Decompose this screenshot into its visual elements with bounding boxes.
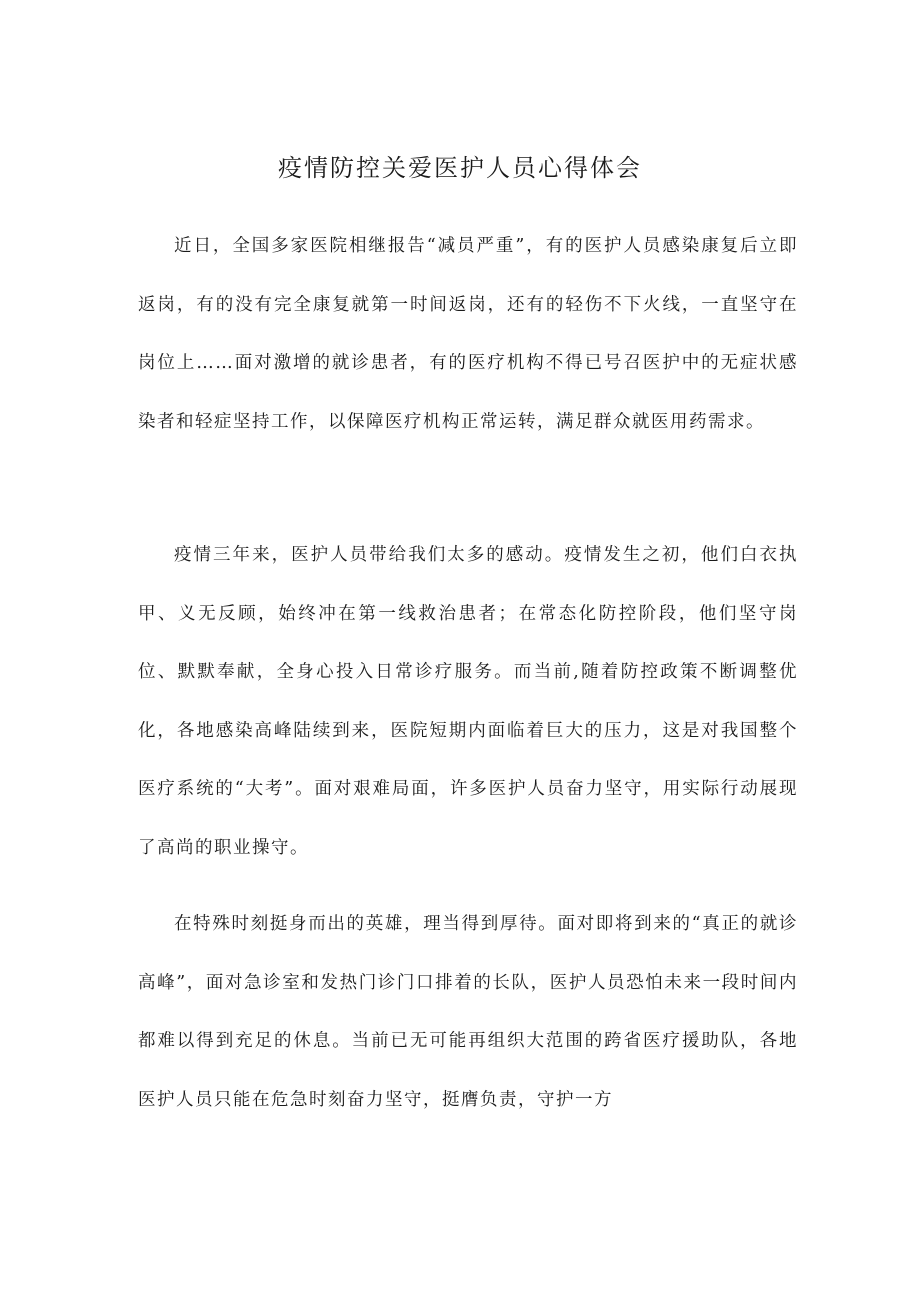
paragraph-3: 在特殊时刻挺身而出的英雄，理当得到厚待。面对即将到来的“真正的就诊高峰”，面对急诊室和发热门诊门口排着的长队，医护人员恐怕未来一段时间内都难以得到充足的休息。当前已无可能再组织大范围的跨省医疗援助队，各地医护人员只能在危急时刻奋力坚守，挺膺负责，守护一方 [138, 914, 798, 1110]
paragraph-2: 疫情三年来，医护人员带给我们太多的感动。疫情发生之初，他们白衣执甲、义无反顾，始终冲在第一线救治患者；在常态化防控阶段，他们坚守岗位、默默奉献，全身心投入日常诊疗服务。而当前,随着防控政策不断调整优化，各地感染高峰陆续到来，医院短期内面临着巨大的压力，这是对我国整个医疗系统的“大考”。面对艰难局面，许多医护人员奋力坚守，用实际行动展现了高尚的职业操守。 [138, 545, 798, 858]
paragraph-1: 近日，全国多家医院相继报告“减员严重”，有的医护人员感染康复后立即返岗，有的没有完全康复就第一时间返岗，还有的轻伤不下火线，一直坚守在岗位上……面对激增的就诊患者，有的医疗机构不得已号召医护中的无症状感染者和轻症坚持工作，以保障医疗机构正常运转，满足群众就医用药需求。 [138, 236, 798, 432]
document-title: 疫情防控关爱医护人员心得体会 [278, 154, 642, 182]
